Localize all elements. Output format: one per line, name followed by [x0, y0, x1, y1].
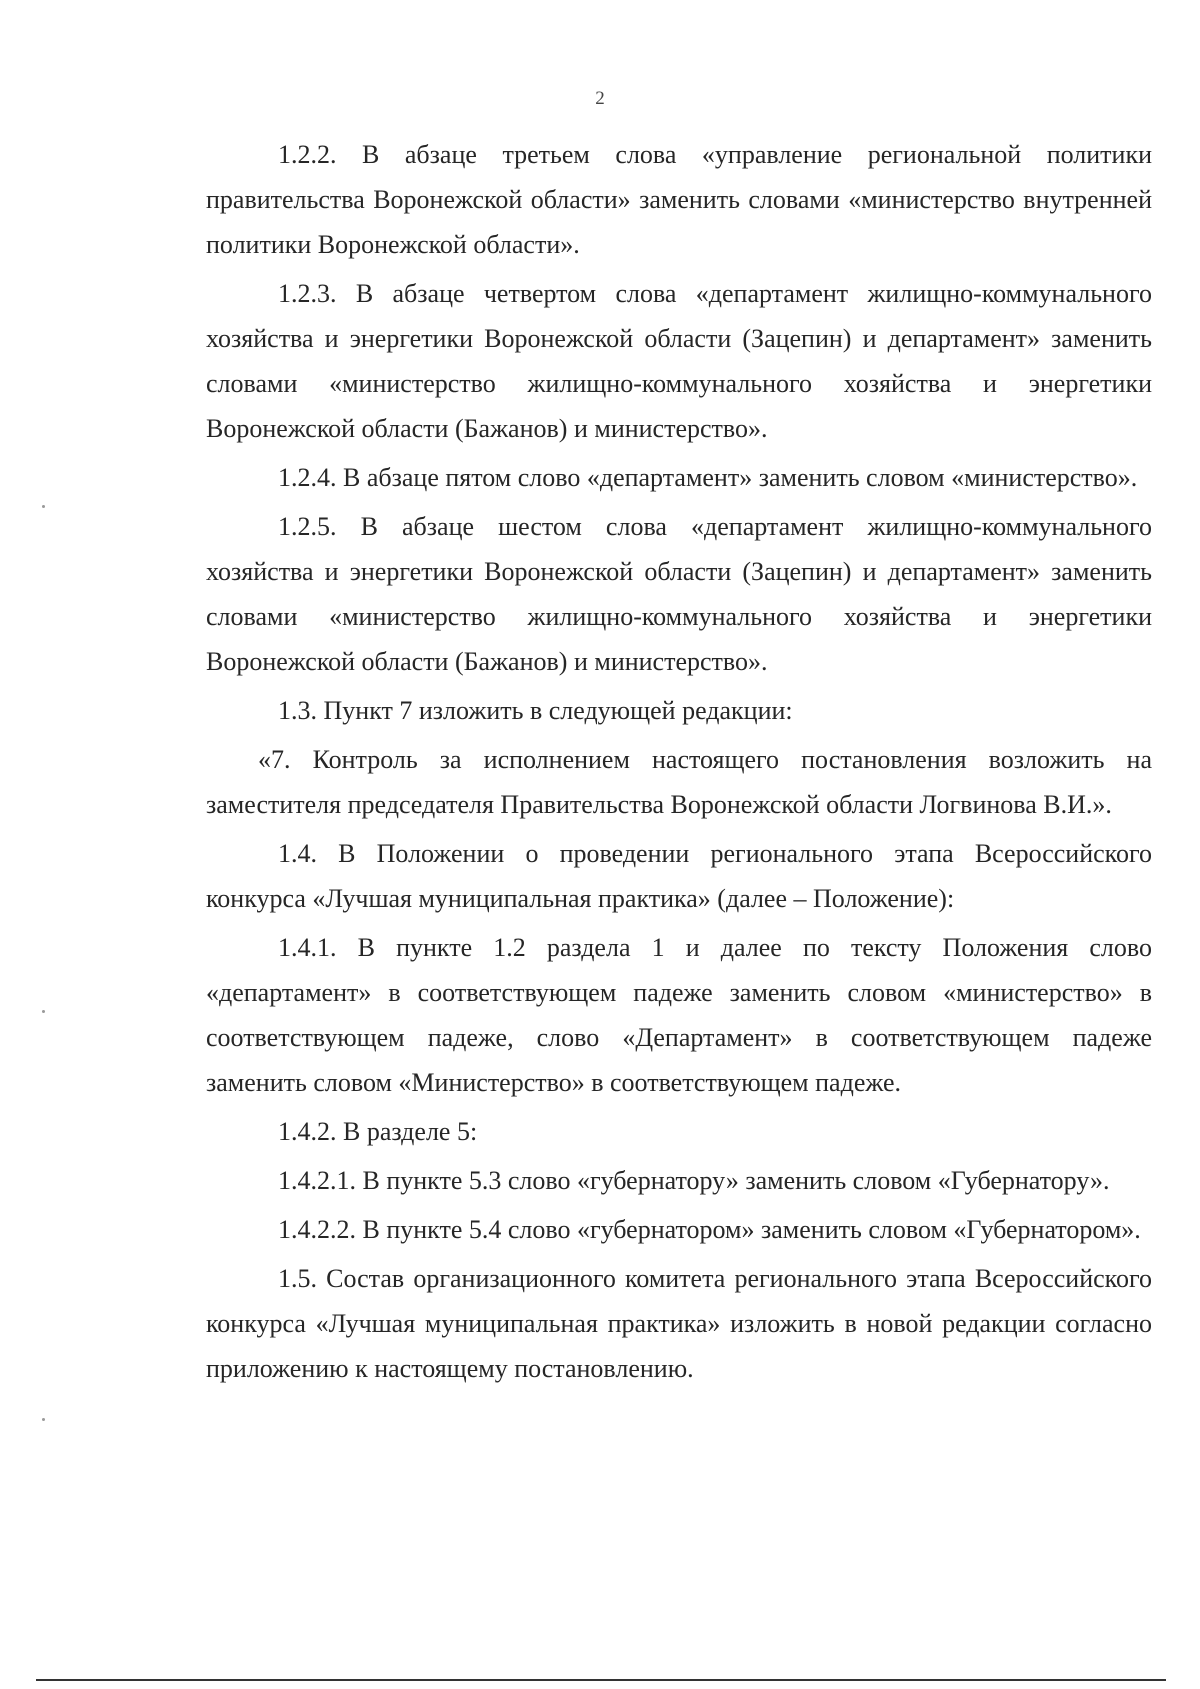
paragraph-1-2-2: 1.2.2. В абзаце третьем слова «управление региональной политики правительства Воронежской области» заменить словами «министерство внутренней политики Воронежской области». [206, 140, 1152, 259]
paragraph-1-2-3: 1.2.3. В абзаце четвертом слова «департамент жилищно-коммунального хозяйства и энергетики Воронежской области (Зацепин) и департамент» заменить словами «министерство жилищно-коммунального хозяйства и энергетики Воронежской области (Бажанов) и министерство». [206, 279, 1152, 443]
scan-bottom-edge-line [36, 1679, 1166, 1681]
paragraph-1-2-5: 1.2.5. В абзаце шестом слова «департамент жилищно-коммунального хозяйства и энергетики Воронежской области (Зацепин) и департамент» заменить словами «министерство жилищно-коммунального хозяйства и энергетики Воронежской области (Бажанов) и министерство». [206, 512, 1152, 676]
document-body [206, 132, 1152, 1395]
paragraph-1-4: 1.4. В Положении о проведении регионального этапа Всероссийского конкурса «Лучшая муниципальная практика» (далее – Положение): [206, 839, 1152, 913]
paragraph-1-3: 1.3. Пункт 7 изложить в следующей редакции: [278, 696, 793, 725]
paragraph-quoted-item-7: «7. Контроль за исполнением настоящего постановления возложить на заместителя председателя Правительства Воронежской области Логвинова В.И.». [206, 745, 1152, 819]
scan-margin-mark [42, 1418, 45, 1421]
paragraph-1-4-1: 1.4.1. В пункте 1.2 раздела 1 и далее по тексту Положения слово «департамент» в соответствующем падеже заменить словом «министерство» в соответствующем падеже, слово «Департамент» в соответствующем падеже заменить словом «Министерство» в соответствующем падеже. [206, 933, 1152, 1097]
paragraph-1-5: 1.5. Состав организационного комитета регионального этапа Всероссийского конкурса «Лучшая муниципальная практика» изложить в новой редакции согласно приложению к настоящему постановлению. [206, 1264, 1152, 1383]
paragraph-1-2-4: 1.2.4. В абзаце пятом слово «департамент» заменить словом «министерство». [278, 463, 1138, 492]
paragraph-1-4-2-1: 1.4.2.1. В пункте 5.3 слово «губернатору» заменить словом «Губернатору». [278, 1166, 1110, 1195]
paragraph-1-4-2: 1.4.2. В разделе 5: [278, 1117, 478, 1146]
scan-margin-mark [42, 1010, 45, 1013]
paragraph-1-4-2-2: 1.4.2.2. В пункте 5.4 слово «губернатором» заменить словом «Губернатором». [278, 1215, 1141, 1244]
scan-margin-mark [42, 505, 45, 508]
page-number: 2 [595, 88, 605, 109]
